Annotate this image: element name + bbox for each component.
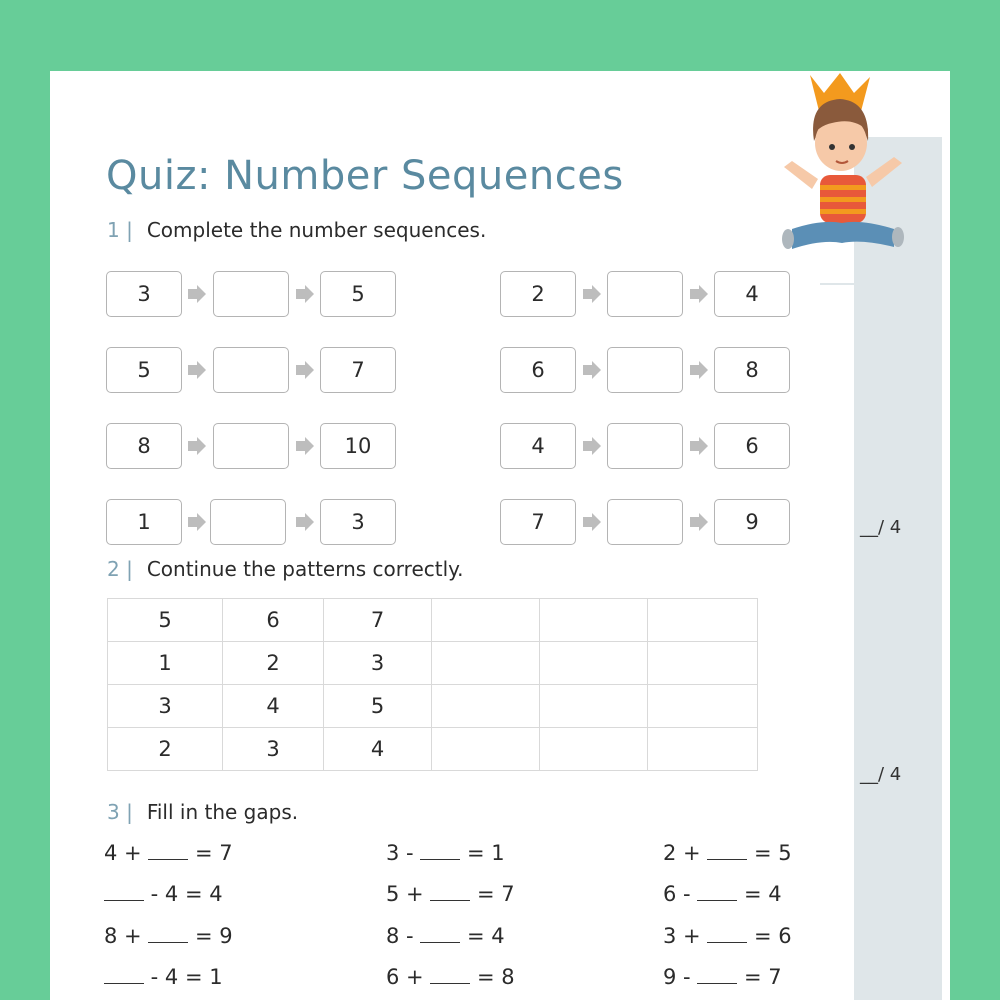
- gap-blank[interactable]: [430, 882, 470, 901]
- equation-text: = 4: [737, 882, 782, 906]
- question-1-instruction: Complete the number sequences.: [146, 218, 487, 242]
- equation: [663, 924, 792, 948]
- table-cell: 5: [108, 599, 223, 642]
- answer-cell[interactable]: [432, 599, 540, 642]
- answer-cell[interactable]: [540, 642, 648, 685]
- arrow-right-icon: [690, 513, 708, 531]
- arrow-right-icon: [188, 513, 206, 531]
- sequence-box: 6: [500, 347, 576, 393]
- equation-text: 3 +: [663, 924, 708, 948]
- question-2-instruction: Continue the patterns correctly.: [146, 557, 464, 581]
- equation: [104, 841, 233, 865]
- equation-text: 9 -: [663, 965, 698, 989]
- sequence-box: 10: [320, 423, 396, 469]
- boy-illustration: [762, 71, 912, 261]
- answer-box[interactable]: [213, 347, 289, 393]
- table-cell: 7: [324, 599, 432, 642]
- equation-text: 8 -: [386, 924, 421, 948]
- table-cell: 3: [324, 642, 432, 685]
- equation-text: 6 -: [663, 882, 698, 906]
- equation-text: 4 +: [104, 841, 149, 865]
- table-cell: 3: [223, 728, 324, 771]
- table-cell: 3: [108, 685, 223, 728]
- worksheet: [50, 71, 950, 1000]
- question-1-score: __/ 4: [860, 517, 902, 538]
- question-1-number: 1 |: [107, 218, 133, 242]
- question-1-heading: [107, 218, 486, 242]
- answer-cell[interactable]: [540, 728, 648, 771]
- equation-text: = 7: [188, 841, 233, 865]
- question-3-heading: [107, 800, 298, 824]
- sequence-box: 9: [714, 499, 790, 545]
- equation: [104, 924, 233, 948]
- table-cell: 2: [223, 642, 324, 685]
- question-3-number: 3 |: [107, 800, 133, 824]
- table-row: [108, 728, 758, 771]
- equation-text: = 6: [747, 924, 792, 948]
- arrow-right-icon: [690, 285, 708, 303]
- answer-cell[interactable]: [648, 642, 758, 685]
- gap-blank[interactable]: [707, 841, 747, 860]
- arrow-right-icon: [296, 513, 314, 531]
- sequence-box: 3: [106, 271, 182, 317]
- sequence-box: 4: [714, 271, 790, 317]
- sequence-box: 5: [320, 271, 396, 317]
- equation-text: 6 +: [386, 965, 431, 989]
- arrow-right-icon: [188, 361, 206, 379]
- equation-text: - 4 = 1: [144, 965, 223, 989]
- sequence-box: 4: [500, 423, 576, 469]
- arrow-right-icon: [188, 437, 206, 455]
- equation: [386, 924, 505, 948]
- question-2-score: __/ 4: [860, 764, 902, 785]
- answer-cell[interactable]: [432, 642, 540, 685]
- gap-blank[interactable]: [104, 965, 144, 984]
- table-cell: 5: [324, 685, 432, 728]
- gap-blank[interactable]: [148, 841, 188, 860]
- answer-cell[interactable]: [648, 728, 758, 771]
- table-row: [108, 642, 758, 685]
- arrow-right-icon: [296, 285, 314, 303]
- arrow-right-icon: [296, 437, 314, 455]
- equation: [663, 882, 782, 906]
- arrow-right-icon: [296, 361, 314, 379]
- sequence-box: 7: [320, 347, 396, 393]
- equation-text: = 9: [188, 924, 233, 948]
- table-cell: 2: [108, 728, 223, 771]
- answer-box[interactable]: [213, 271, 289, 317]
- question-3-instruction: Fill in the gaps.: [146, 800, 299, 824]
- answer-cell[interactable]: [432, 728, 540, 771]
- gap-blank[interactable]: [148, 924, 188, 943]
- equation-text: = 4: [460, 924, 505, 948]
- equation-text: 8 +: [104, 924, 149, 948]
- equation: [104, 965, 223, 989]
- equation: [386, 841, 505, 865]
- page-title: Quiz: Number Sequences: [106, 153, 624, 199]
- sequence-box: 7: [500, 499, 576, 545]
- question-2-number: 2 |: [107, 557, 133, 581]
- answer-box[interactable]: [607, 423, 683, 469]
- gap-blank[interactable]: [104, 882, 144, 901]
- table-row: [108, 599, 758, 642]
- sequence-box: 2: [500, 271, 576, 317]
- gap-blank[interactable]: [430, 965, 470, 984]
- equation-text: = 8: [470, 965, 515, 989]
- table-row: [108, 685, 758, 728]
- equation: [663, 841, 792, 865]
- answer-box[interactable]: [210, 499, 286, 545]
- arrow-right-icon: [583, 513, 601, 531]
- sidebar-divider: [820, 283, 858, 285]
- table-cell: 6: [223, 599, 324, 642]
- answer-cell[interactable]: [540, 685, 648, 728]
- answer-box[interactable]: [213, 423, 289, 469]
- arrow-right-icon: [583, 361, 601, 379]
- gap-blank[interactable]: [707, 924, 747, 943]
- sequence-box: 8: [106, 423, 182, 469]
- equation-text: - 4 = 4: [144, 882, 223, 906]
- arrow-right-icon: [188, 285, 206, 303]
- answer-cell[interactable]: [648, 599, 758, 642]
- equation-text: = 1: [460, 841, 505, 865]
- answer-box[interactable]: [607, 499, 683, 545]
- question-2-heading: [107, 557, 464, 581]
- equation-text: = 5: [747, 841, 792, 865]
- gap-blank[interactable]: [697, 882, 737, 901]
- gap-blank[interactable]: [420, 924, 460, 943]
- arrow-right-icon: [690, 437, 708, 455]
- score-sidebar: [854, 137, 942, 1000]
- sequence-box: 5: [106, 347, 182, 393]
- equation: [663, 965, 782, 989]
- sequence-box: 6: [714, 423, 790, 469]
- table-cell: 4: [223, 685, 324, 728]
- pattern-table: [107, 598, 758, 771]
- answer-box[interactable]: [607, 271, 683, 317]
- equation: [104, 882, 223, 906]
- answer-cell[interactable]: [540, 599, 648, 642]
- arrow-right-icon: [583, 437, 601, 455]
- answer-cell[interactable]: [432, 685, 540, 728]
- gap-blank[interactable]: [420, 841, 460, 860]
- equation-text: 3 -: [386, 841, 421, 865]
- answer-box[interactable]: [607, 347, 683, 393]
- equation: [386, 965, 515, 989]
- sequence-box: 8: [714, 347, 790, 393]
- equation: [386, 882, 515, 906]
- arrow-right-icon: [583, 285, 601, 303]
- sequence-box: 3: [320, 499, 396, 545]
- gap-blank[interactable]: [697, 965, 737, 984]
- equation-text: 5 +: [386, 882, 431, 906]
- table-cell: 1: [108, 642, 223, 685]
- equation-text: = 7: [737, 965, 782, 989]
- equation-text: = 7: [470, 882, 515, 906]
- sequence-box: 1: [106, 499, 182, 545]
- equation-text: 2 +: [663, 841, 708, 865]
- answer-cell[interactable]: [648, 685, 758, 728]
- arrow-right-icon: [690, 361, 708, 379]
- table-cell: 4: [324, 728, 432, 771]
